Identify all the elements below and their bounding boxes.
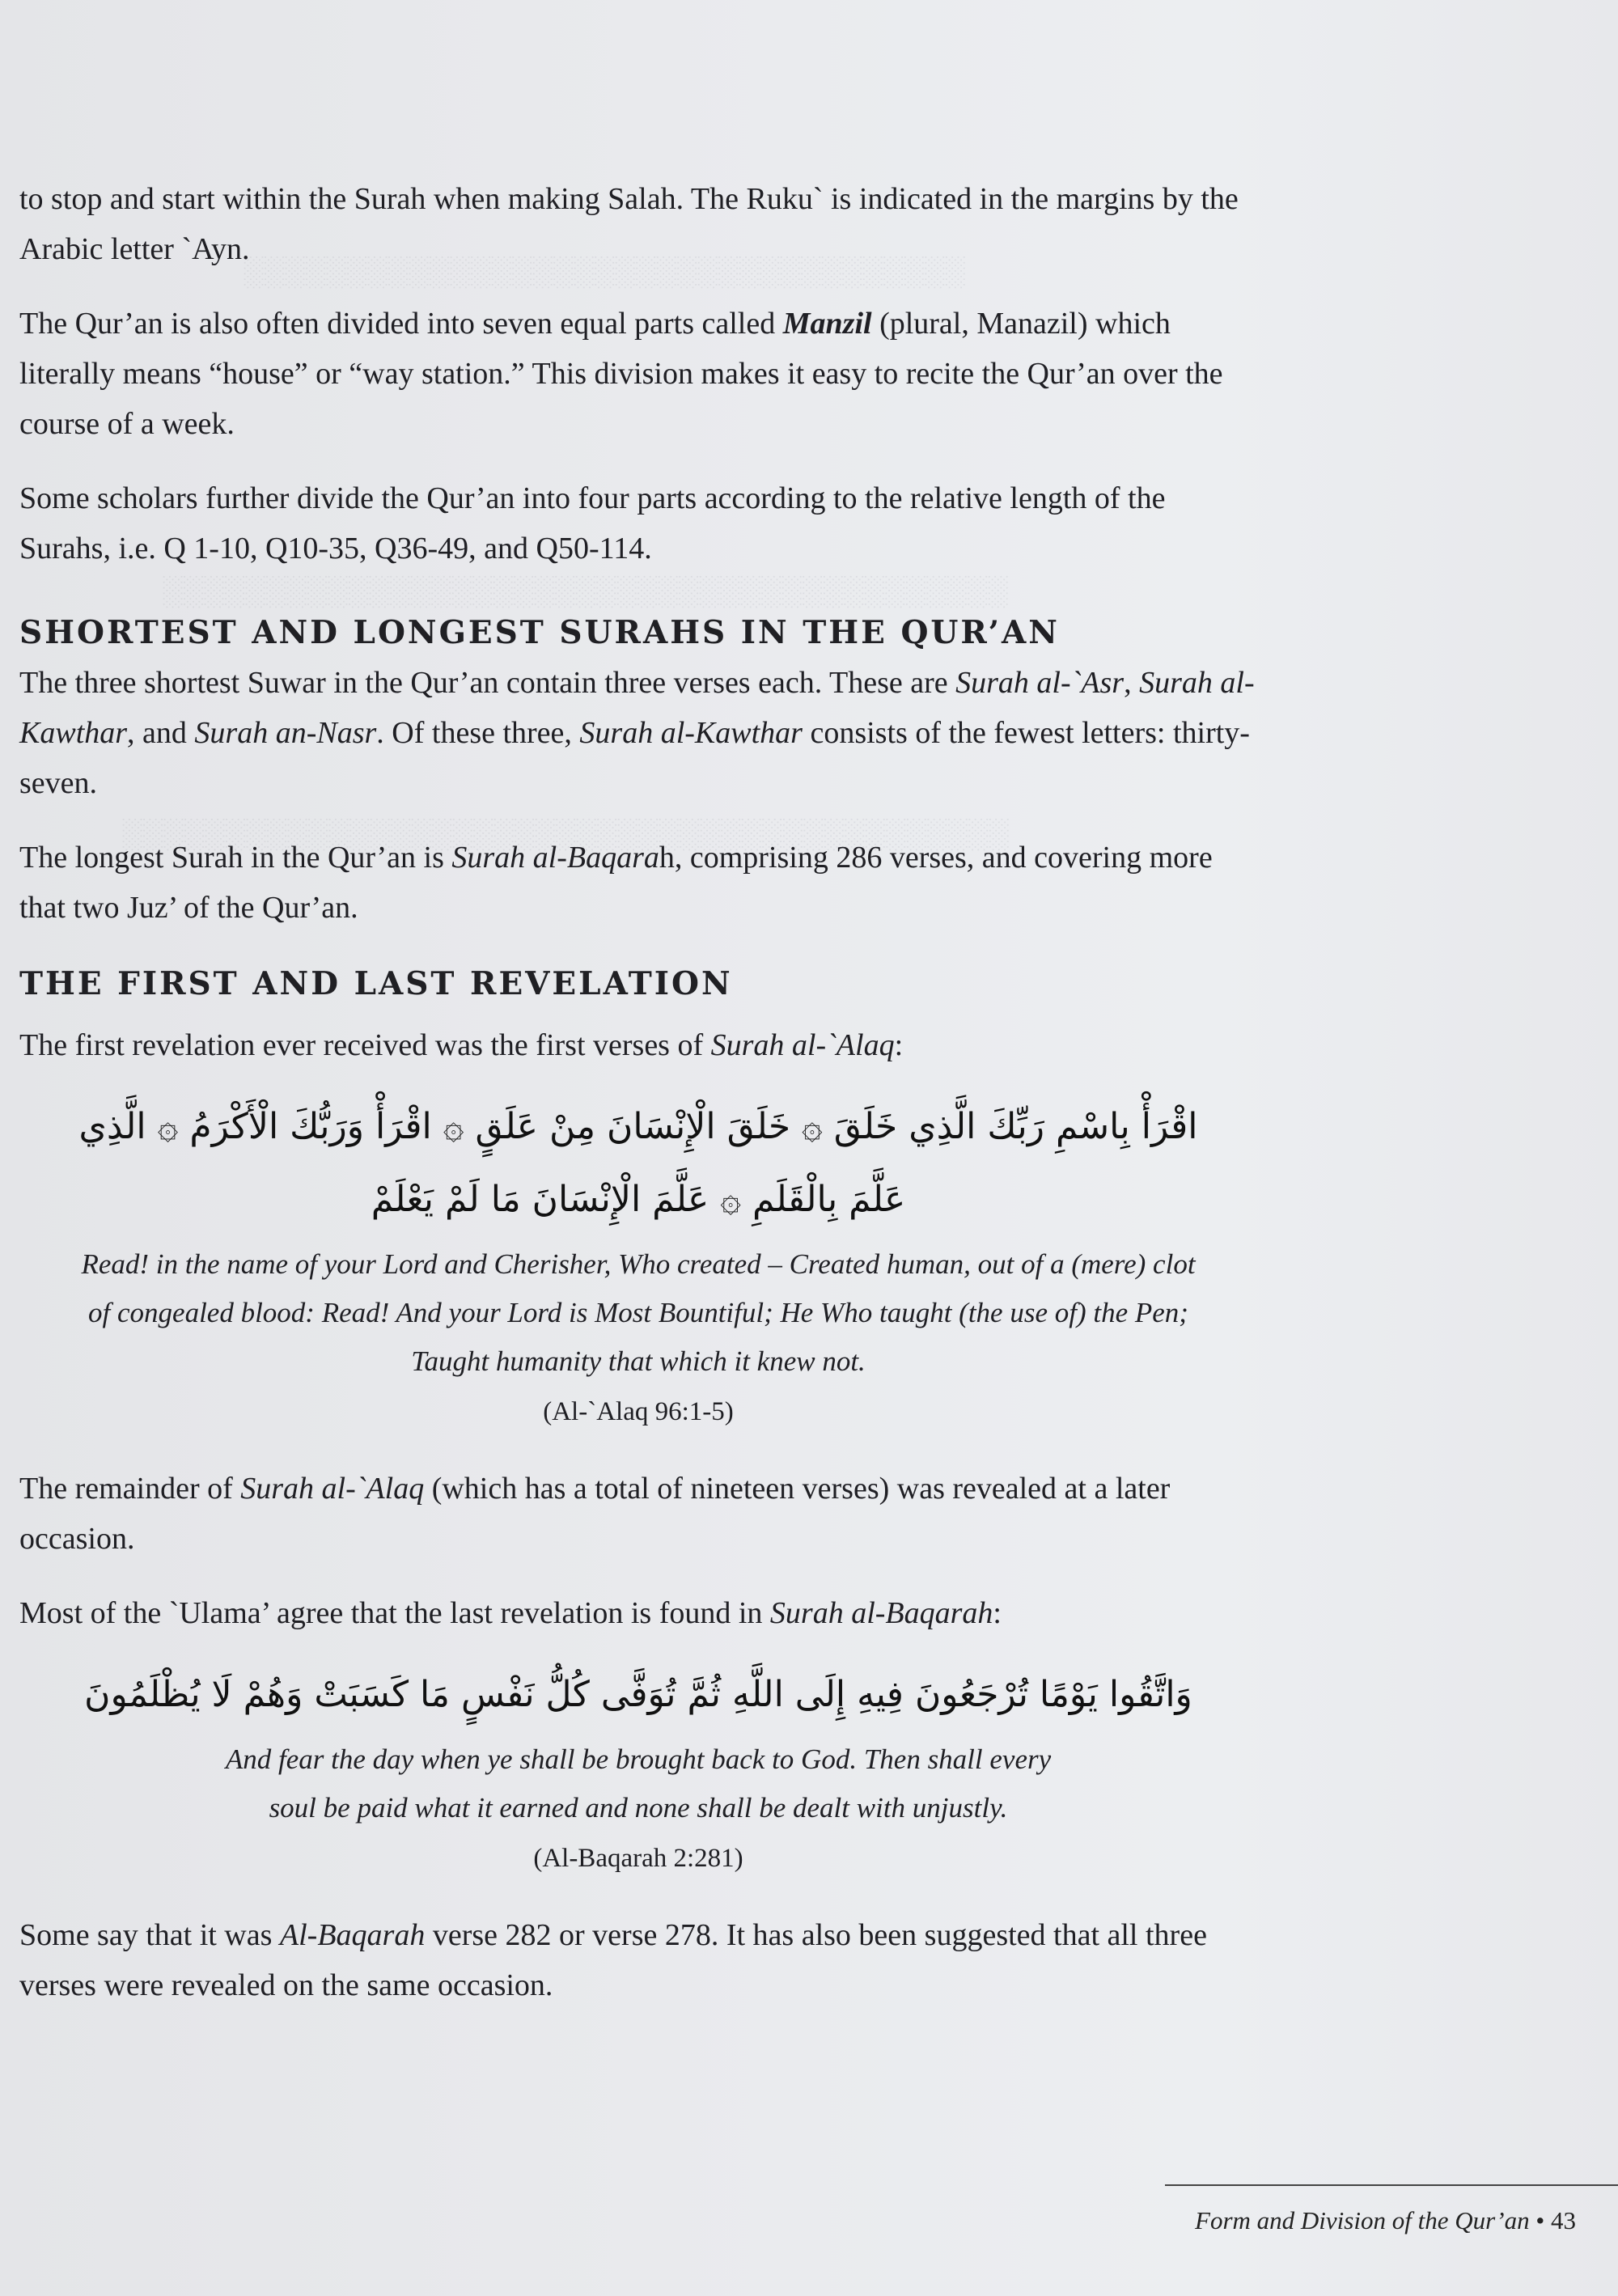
text-run: : [993, 1596, 1002, 1630]
surah-name: Surah an-Nasr [194, 716, 377, 750]
surah-name: Surah al-Baqarah [769, 1596, 993, 1630]
paragraph-last-revelation [19, 1588, 1257, 1638]
verse-translation: And fear the day when ye shall be brought back to God. Then shall every soul be paid what it earned and none shall be dealt with unjustly. [225, 1743, 1052, 1824]
text-run: (plural, Manazil) which literally means “house” or “way station.” This division makes it easy to recite the Qur’an over the course of a week. [19, 307, 1223, 441]
page-content [19, 174, 1257, 2035]
text-run: h, comprising 286 verses, and covering more that two Juz’ of the Qur’an. [19, 841, 1213, 925]
quran-verse-baqarah [19, 1663, 1257, 1881]
running-footer [1195, 2206, 1576, 2235]
book-section-title: Form and Division of the Qur’an [1195, 2206, 1530, 2235]
paragraph-ruku: to stop and start within the Surah when making Salah. The Ruku` is indicated in the margins by the Arabic letter `Ayn. [19, 182, 1239, 266]
bleed-through-texture: ░░░░░░░░░░░░░░░░░░░░░░░░░░░░░░░░░░░░░░░░░ [162, 574, 1008, 607]
paragraph-four-parts: Some scholars further divide the Qur’an into four parts according to the relative length of the Surahs, i.e. Q 1-10, Q10-35, Q36-49, and Q50-114. [19, 481, 1166, 566]
arabic-verse-line-2: عَلَّمَ بِالْقَلَمِ ۞ عَلَّمَ الْإِنْسَانَ مَا لَمْ يَعْلَمْ [371, 1179, 906, 1220]
text-run: The remainder of [19, 1472, 241, 1506]
surah-name: Surah al-`Asr [955, 666, 1125, 700]
verse-citation: (Al-`Alaq 96:1-5) [543, 1397, 734, 1426]
text-run: , and [127, 716, 195, 750]
section-heading-first-last-revelation: THE FIRST AND LAST REVELATION [19, 965, 733, 1002]
footer-rule [1165, 2184, 1618, 2186]
verse-citation: (Al-Baqarah 2:281) [533, 1844, 743, 1873]
surah-name: Al-Baqarah [279, 1918, 426, 1952]
surah-name: Surah al-Kawthar [579, 716, 803, 750]
text-run: The first revelation ever received was the first verses of [19, 1028, 711, 1062]
paragraph-first-revelation [19, 1020, 1257, 1070]
text-run: verse 282 or verse 278. It has also been suggested that all three verses were revealed on the same occasion. [19, 1918, 1207, 2002]
footer-separator: • [1529, 2206, 1551, 2235]
text-run: . Of these three, [376, 716, 580, 750]
paragraph-other-opinions [19, 1910, 1257, 2010]
surah-name: Surah al-Baqara [451, 841, 659, 875]
text-run: Most of the `Ulama’ agree that the last revelation is found in [19, 1596, 770, 1630]
text-run: The Qur’an is also often divided into seven equal parts called [19, 307, 783, 341]
surah-name: Surah al-`Alaq [710, 1028, 895, 1062]
text-run: (which has a total of nineteen verses) was revealed at a later occasion. [19, 1472, 1171, 1556]
quran-verse-alaq [19, 1095, 1257, 1434]
bleed-through-texture: ░░░░░░░░░░░░░░░░░░░░░░░░░░░░░░░░░░░░░░░░░░░ [121, 817, 1009, 849]
text-run: : [894, 1028, 904, 1062]
arabic-verse: وَاتَّقُوا يَوْمًا تُرْجَعُونَ فِيهِ إِلَى اللَّهِ ثُمَّ تُوَفَّى كُلُّ نَفْسٍ مَا كَسَبَتْ وَهُمْ لَا يُظْلَمُونَ [84, 1674, 1192, 1715]
term-manzil: Manzil [782, 307, 872, 341]
paragraph-shortest-surahs [19, 658, 1257, 808]
verse-translation: Read! in the name of your Lord and Cherisher, Who created – Created human, out of a (mere) clot of congealed blood: Read! And your Lord is Most Bountiful; He Who taught (the use of) the Pen; Taught humanity that which it knew not. [81, 1248, 1196, 1377]
text-run: The three shortest Suwar in the Qur’an contain three verses each. These are [19, 666, 956, 700]
surah-name: Surah al-Kawthar [19, 666, 1255, 750]
page-number: 43 [1551, 2206, 1576, 2235]
text-run: The longest Surah in the Qur’an is [19, 841, 452, 875]
arabic-verse-line-1: اقْرَأْ بِاسْمِ رَبِّكَ الَّذِي خَلَقَ ۞ خَلَقَ الْإِنْسَانَ مِنْ عَلَقٍ ۞ اقْرَأْ وَرَبُّكَ الْأَكْرَمُ ۞ الَّذِي [78, 1106, 1198, 1147]
paragraph-longest-surah [19, 832, 1257, 933]
section-heading-shortest-longest: SHORTEST AND LONGEST SURAHS IN THE QUR’AN [19, 614, 1060, 651]
text-run: , [1124, 666, 1140, 700]
paragraph-manzil [19, 299, 1257, 449]
bleed-through-texture: ░░░░░░░░░░░░░░░░░░░░░░░░░░░░░░░░░░░ [243, 255, 965, 287]
text-run: Some say that it was [19, 1918, 280, 1952]
paragraph-remainder-alaq [19, 1464, 1257, 1564]
text-run: consists of the fewest letters: thirty-seven. [19, 716, 1250, 800]
surah-name: Surah al-`Alaq [240, 1472, 425, 1506]
